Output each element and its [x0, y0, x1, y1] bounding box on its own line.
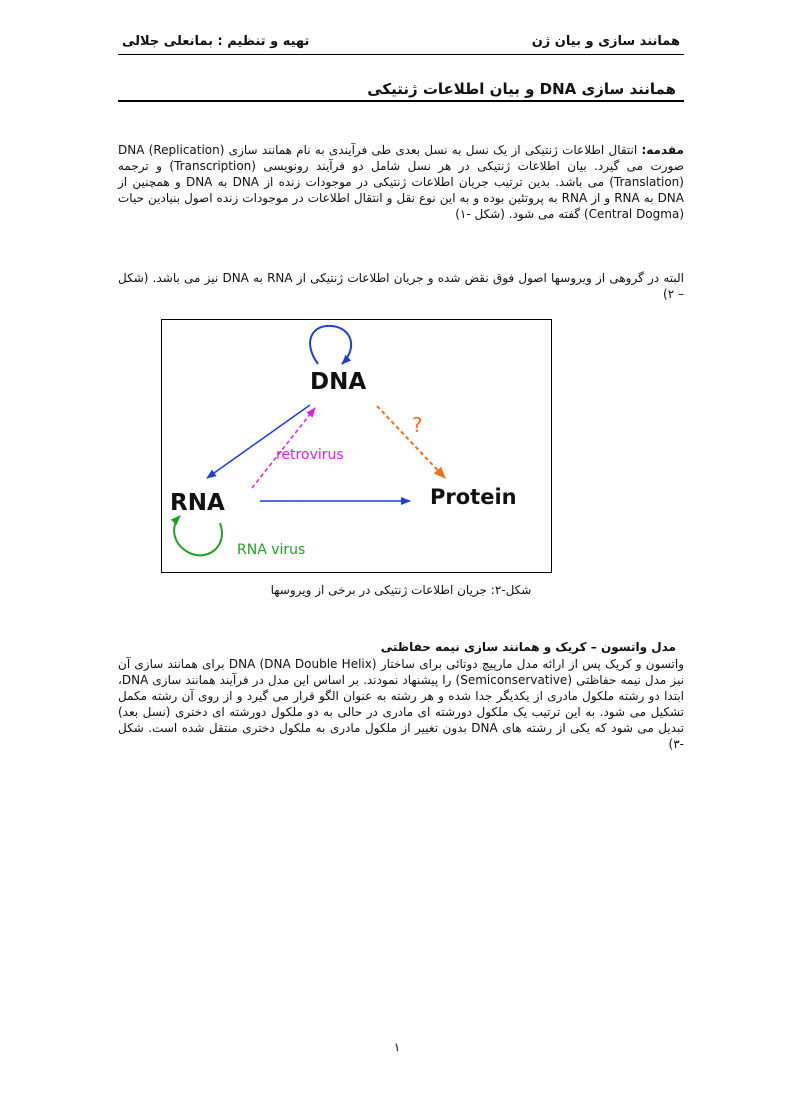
section-paragraph: واتسون و کریک پس از ارائه مدل مارپیچ دوتائی برای ساختار DNA (DNA Double Helix) برای همانند سازی آن نیز مدل نیمه حفاظتی (Semiconservative) را پیشنهاد نمودند. بر اساس این مدل در فرآیند همانند سازی DNA، ابتدا دو رشته ملکول مادری از یکدیگر جدا شده و هر رشته به عنوان الگو قرار می گیرد و از روی آن رشته مکمل تشکیل می شود. به این ترتیب یک ملکول دورشته ای مادری در حالی به دو ملکول دورشته ای دختری (نسل بعد) تبدیل می شود که یکی از رشته های DNA بدون تغییر از ملکول مادری به ملکول دختری منتقل شده است. شکل -۳): [118, 657, 684, 751]
dna-label: DNA: [310, 369, 367, 395]
page-number: ۱: [393, 1040, 401, 1054]
question-mark-label: ?: [412, 413, 423, 437]
retrovirus-label: retrovirus: [276, 447, 344, 463]
section-heading: مدل واتسون – کریک و همانند سازی نیمه حفاظتی: [380, 640, 676, 654]
intro-text: انتقال اطلاعات ژنتیکی از یک نسل به نسل بعدی طی فرآیندی به نام همانند سازی DNA (Replication) صورت می گیرد. بیان اطلاعات ژنتیکی در هر نسل شامل دو فرآیند رونویسی (Transcription) و ترجمه (Translation) می باشد. بدین ترتیب جریان اطلاعات ژنتیکی در موجودات زنده از DNA به DNA و همچنین از DNA به RNA و از RNA به پروتئین بوده و به این نوع نقل و انتقال اطلاعات در موجودات زنده اصول بنیادین حیات (Central Dogma) گفته می شود. (شکل -۱): [118, 143, 684, 221]
rna-label: RNA: [170, 490, 225, 516]
page-header: [118, 30, 684, 55]
rna-virus-label: RNA virus: [237, 542, 306, 558]
central-dogma-figure: [161, 319, 552, 573]
dna-replication-arrow: [310, 326, 351, 364]
intro-lead: مقدمه:: [641, 143, 684, 157]
protein-label: Protein: [430, 485, 517, 509]
header-topic: همانند سازی و بیان ژن: [531, 34, 680, 49]
figure-caption: شکل-۲: جریان اطلاعات ژنتیکی در برخی از ویروسها: [270, 583, 532, 597]
virus-paragraph: البته در گروهی از ویروسها اصول فوق نقض شده و جریان اطلاعات ژنتیکی از RNA به DNA نیز می باشد. (شکل – ۲): [118, 271, 685, 301]
central-dogma-diagram: [162, 320, 551, 572]
dna-to-protein-arrow: [377, 406, 445, 478]
title-underline: [118, 100, 684, 102]
intro-paragraph: [118, 142, 684, 222]
header-author: تهیه و تنظیم : بمانعلی جلالی: [122, 34, 310, 49]
rna-replication-arrow: [174, 516, 222, 555]
page-title: همانند سازی DNA و بیان اطلاعات ژنتیکی: [367, 80, 676, 98]
transcription-arrow: [207, 405, 310, 478]
